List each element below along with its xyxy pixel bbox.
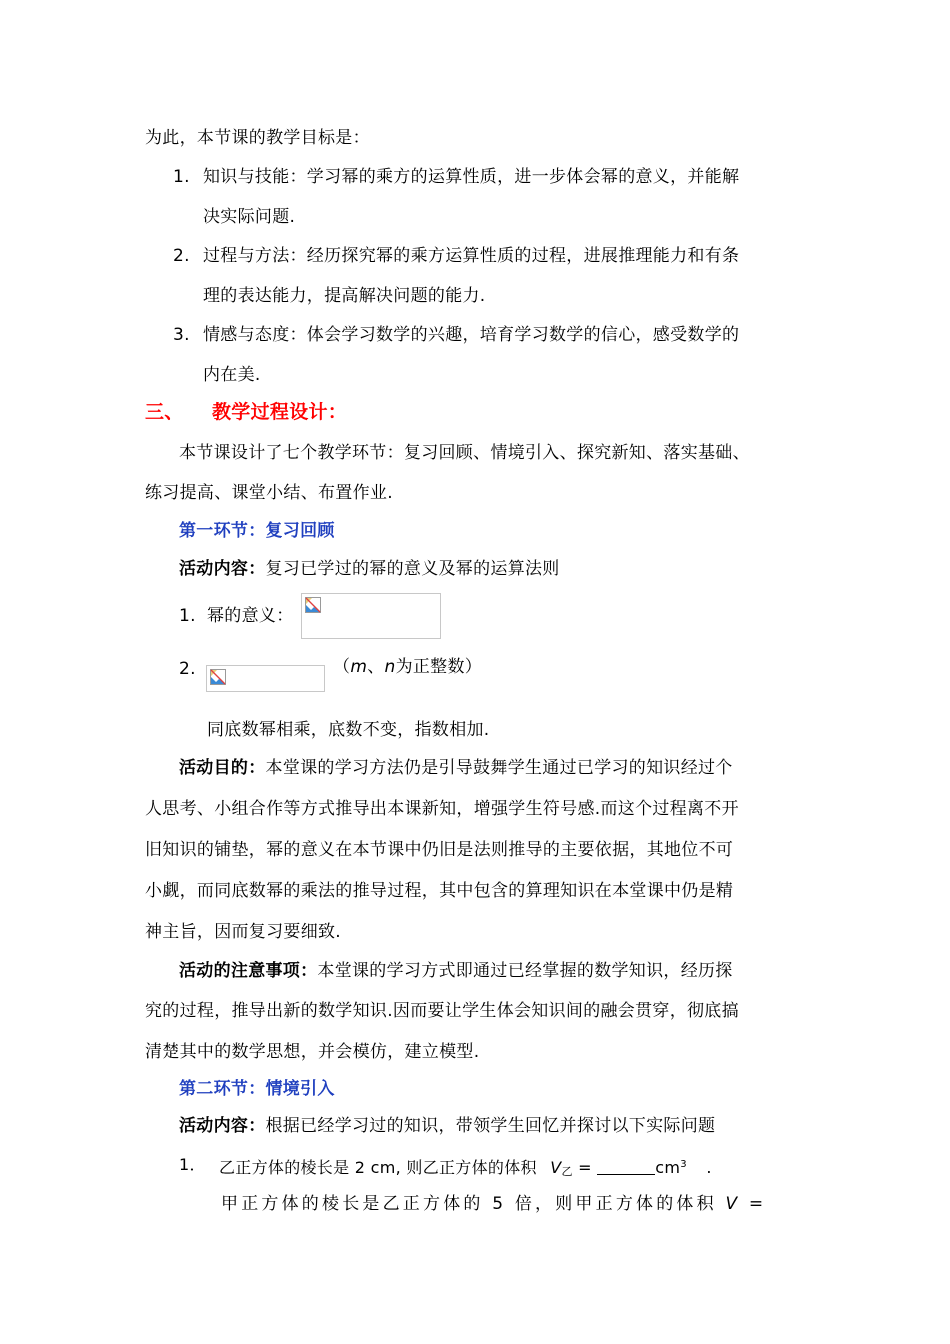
answer-blank[interactable] [597,1158,655,1175]
unit: cm [655,1158,681,1177]
purpose-line4: 小觑，而同底数幂的乘法的推导过程，其中包含的算理知识在本堂课中仍是精 [145,881,734,901]
positive-integer-condition [333,655,482,679]
purpose-line1 [179,756,733,780]
formula-image-placeholder [301,593,441,639]
notes-label: 活动的注意事项： [179,961,318,981]
notes-line1 [179,959,733,983]
purpose-line2: 人思考、小组合作等方式推导出本课新知，增强学生符号感.而这个过程离不开 [145,799,739,819]
var-m: m [350,657,368,677]
intro-text: 为此，本节课的教学目标是： [145,128,370,148]
question-1-number: 1． [179,1155,206,1174]
volume-variable: V [550,1158,562,1177]
broken-image-icon [210,669,226,685]
notes-line3: 清楚其中的数学思想，并会模仿，建立模型. [145,1042,480,1062]
volume-variable-2: V [725,1194,741,1214]
stage2-content-text: 根据已经学习过的知识，带领学生回忆并探讨以下实际问题 [265,1116,716,1136]
question-1-line2 [221,1192,766,1216]
goal-1-line1: 知识与技能：学习幂的乘方的运算性质，进一步体会幂的意义，并能解 [203,167,740,187]
stage2-content [179,1114,715,1138]
separator: 、 [367,657,385,677]
overview-line1: 本节课设计了七个教学环节：复习回顾、情境引入、探究新知、落实基础、 [179,443,750,463]
goal-2-line2: 理的表达能力，提高解决问题的能力. [203,286,486,306]
stage2-heading: 第二环节：情境引入 [179,1079,335,1099]
goal-2-number: 2. [173,246,190,266]
question-1-line1 [219,1153,712,1184]
notes-line2: 究的过程，推导出新的数学知识.因而要让学生体会知识间的融会贯穿，彻底搞 [145,1001,739,1021]
question-1-line2-text: 甲正方体的棱长是乙正方体的 5 倍，则甲正方体的体积 [221,1194,717,1214]
paren-open: （ [333,657,351,677]
goal-1-number: 1. [173,167,190,187]
equals-sign: = [578,1158,592,1177]
purpose-label: 活动目的： [179,758,266,778]
unit-exponent: 3 [680,1159,687,1170]
volume-subscript: 乙 [561,1165,573,1178]
condition-text: 为正整数） [395,657,483,677]
goal-2-line1: 过程与方法：经历探究幂的乘方运算性质的过程，进展推理能力和有条 [203,246,740,266]
broken-image-icon [305,597,321,613]
goal-1-line2: 决实际问题. [203,207,296,227]
section-number: 三、 [145,401,184,423]
stage2-content-label: 活动内容： [179,1116,266,1136]
notes-text-1: 本堂课的学习方式即通过已经掌握的数学知识，经历探 [317,961,733,981]
review-item2-number: 2. [179,659,196,679]
goal-3-number: 3. [173,325,190,345]
purpose-line3: 旧知识的铺垫，幂的意义在本节课中仍旧是法则推导的主要依据，其地位不可 [145,840,734,860]
goal-3-line1: 情感与态度：体会学习数学的兴趣，培育学习数学的信心，感受数学的 [203,325,740,345]
goal-3-line2: 内在美. [203,365,261,385]
overview-line2: 练习提高、课堂小结、布置作业. [145,483,393,503]
equals-sign-2: = [748,1194,767,1214]
purpose-line5: 神主旨，因而复习要细致. [145,922,342,942]
stage1-content-label: 活动内容： [179,559,266,579]
review-item1-number: 1. [179,606,196,626]
multiplication-rule: 同底数幂相乘，底数不变，指数相加. [207,720,490,740]
review-item1-text: 幂的意义： [207,606,294,626]
stage1-heading: 第一环节：复习回顾 [179,521,335,541]
question-1-text: 乙正方体的棱长是 2 cm, 则乙正方体的体积 [219,1158,537,1177]
purpose-text-1: 本堂课的学习方法仍是引导鼓舞学生通过已学习的知识经过个 [265,758,733,778]
var-n: n [384,657,396,677]
period: . [706,1158,712,1177]
stage1-content [179,557,560,581]
formula-image-placeholder-2 [206,665,325,692]
section-title: 教学过程设计： [212,401,348,423]
stage1-content-text: 复习已学过的幂的意义及幂的运算法则 [265,559,560,579]
